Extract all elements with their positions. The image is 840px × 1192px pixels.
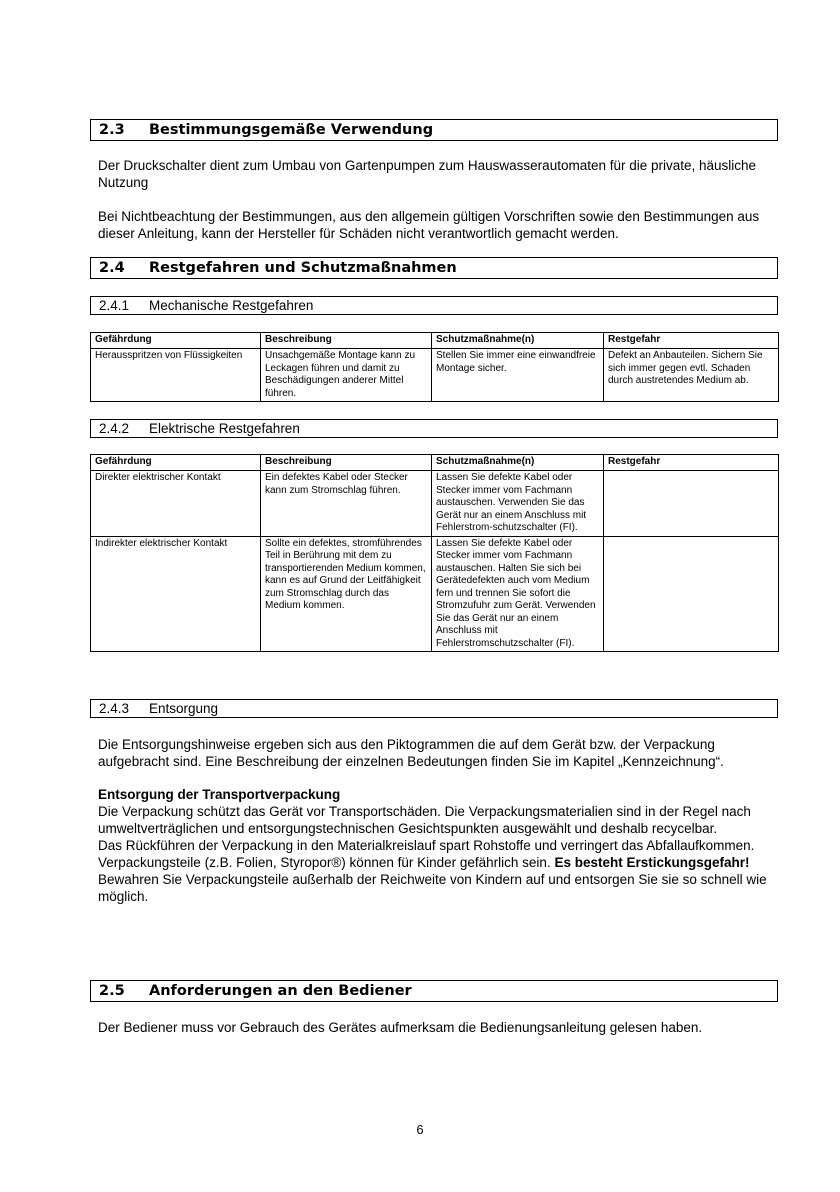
page-number: 6 xyxy=(416,1122,424,1137)
subsection-number: 2.4.3 xyxy=(99,701,130,716)
table-header-row xyxy=(91,333,779,349)
header-residual: Restgefahr xyxy=(604,455,779,471)
disposal-line-1: Die Verpackung schützt das Gerät vor Transportschäden. Die Verpackungsmaterialien sind in der Regel nach umweltverträglichen und entsorgungstechnischen Gesichtspunkten ausgewählt und deshalb recycelbar. xyxy=(98,804,751,836)
subsection-title: Elektrische Restgefahren xyxy=(149,421,300,436)
header-measures: Schutzmaßnahme(n) xyxy=(432,455,604,471)
section-2-5-heading xyxy=(90,980,778,1002)
header-hazard: Gefährdung xyxy=(91,333,261,349)
header-description: Beschreibung xyxy=(261,333,432,349)
section-number: 2.4 xyxy=(99,260,125,276)
table-row xyxy=(91,536,779,652)
table-header-row xyxy=(91,455,779,471)
section-title: Restgefahren und Schutzmaßnahmen xyxy=(149,260,457,276)
header-residual: Restgefahr xyxy=(604,333,779,349)
table-row xyxy=(91,349,779,402)
cell-residual xyxy=(604,536,779,652)
cell-residual: Defekt an Anbauteilen. Sichern Sie sich immer gegen evtl. Schaden durch austretendes Medium ab. xyxy=(604,349,779,402)
subsection-number: 2.4.1 xyxy=(99,298,130,313)
cell-residual xyxy=(604,471,779,537)
suffocation-warning: Es besteht Erstickungsgefahr! xyxy=(554,855,750,870)
cell-hazard: Herausspritzen von Flüssigkeiten xyxy=(91,349,261,402)
disposal-line-3: Verpackungsteile (z.B. Folien, Styropor®) können für Kinder gefährlich sein. xyxy=(98,855,551,870)
disposal-line-4: Bewahren Sie Verpackungsteile außerhalb der Reichweite von Kindern auf und entsorgen Sie sie so schnell wie möglich. xyxy=(98,872,767,904)
mechanical-risks-table xyxy=(90,332,779,402)
header-measures: Schutzmaßnahme(n) xyxy=(432,333,604,349)
section-title: Bestimmungsgemäße Verwendung xyxy=(149,122,434,138)
section-2-4-1-heading xyxy=(90,296,778,315)
cell-description: Ein defektes Kabel oder Stecker kann zum Stromschlag führen. xyxy=(261,471,432,537)
table-row xyxy=(91,471,779,537)
section-number: 2.3 xyxy=(99,122,125,138)
section-2-3-heading xyxy=(90,119,778,141)
cell-measures: Stellen Sie immer eine einwandfreie Montage sicher. xyxy=(432,349,604,402)
cell-description: Sollte ein defektes, stromführendes Teil in Berührung mit dem zu transportierenden Medium kommen, kann es auf Grund der Leitfähigkeit zum Stromschlag durch das Medium kommen. xyxy=(261,536,432,652)
cell-measures: Lassen Sie defekte Kabel oder Stecker immer vom Fachmann austauschen. Verwenden Sie das Gerät nur an einem Anschluss mit Fehlerstrom-schutzschalter (FI). xyxy=(432,471,604,537)
header-hazard: Gefährdung xyxy=(91,455,261,471)
paragraph-intended-use: Der Druckschalter dient zum Umbau von Gartenpumpen zum Hauswasserautomaten für die private, häusliche Nutzung xyxy=(98,158,757,190)
cell-measures: Lassen Sie defekte Kabel oder Stecker immer vom Fachmann austauschen. Halten Sie sich bei Gerätedefekten auch vom Medium fern und trennen Sie sofort die Stromzufuhr zum Gerät. Verwenden Sie das Gerät nur an einem Anschluss mit Fehlerstromschutzschalter (FI). xyxy=(432,536,604,652)
disposal-packaging-block xyxy=(98,786,774,905)
disposal-line-2: Das Rückführen der Verpackung in den Materialkreislauf spart Rohstoffe und verringert das Abfallaufkommen. xyxy=(98,838,755,853)
section-2-4-heading xyxy=(90,257,778,279)
cell-description: Unsachgemäße Montage kann zu Leckagen führen und damit zu Beschädigungen anderer Mittel führen. xyxy=(261,349,432,402)
cell-hazard: Indirekter elektrischer Kontakt xyxy=(91,536,261,652)
subsection-number: 2.4.2 xyxy=(99,421,130,436)
paragraph-disposal-pictograms: Die Entsorgungshinweise ergeben sich aus den Piktogrammen die auf dem Gerät bzw. der Verpackung aufgebracht sind. Eine Beschreibung der einzelnen Bedeutungen finden Sie im Kapitel „Kennzeichnung“. xyxy=(98,737,724,769)
section-2-4-3-heading xyxy=(90,699,778,718)
section-title: Anforderungen an den Bediener xyxy=(149,983,412,999)
paragraph-liability: Bei Nichtbeachtung der Bestimmungen, aus den allgemein gültigen Vorschriften sowie den Bestimmungen aus dieser Anleitung, kann der Hersteller für Schäden nicht verantwortlich gemacht werden. xyxy=(98,209,760,241)
disposal-heading: Entsorgung der Transportverpackung xyxy=(98,787,341,802)
subsection-title: Mechanische Restgefahren xyxy=(149,298,314,313)
section-number: 2.5 xyxy=(99,983,125,999)
cell-hazard: Direkter elektrischer Kontakt xyxy=(91,471,261,537)
header-description: Beschreibung xyxy=(261,455,432,471)
electrical-risks-table xyxy=(90,454,779,652)
paragraph-operator-requirements: Der Bediener muss vor Gebrauch des Gerätes aufmerksam die Bedienungsanleitung gelesen haben. xyxy=(98,1020,703,1035)
subsection-title: Entsorgung xyxy=(149,701,219,716)
section-2-4-2-heading xyxy=(90,419,778,438)
